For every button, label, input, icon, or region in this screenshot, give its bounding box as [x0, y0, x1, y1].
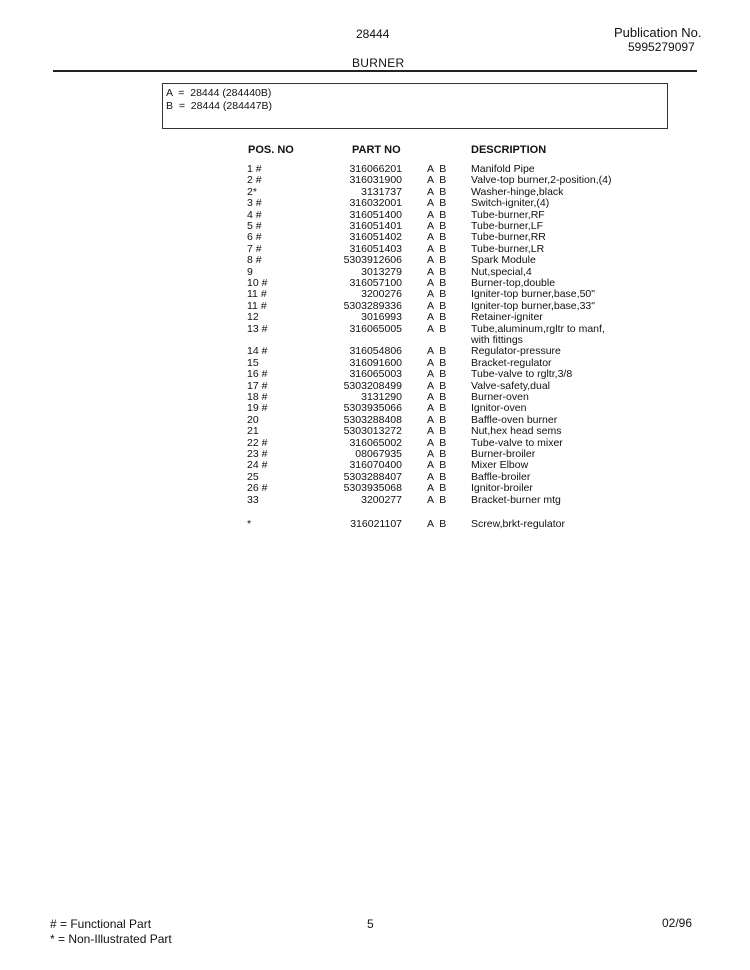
pos-cell: 6 # [247, 231, 262, 244]
pos-cell: 21 [247, 425, 259, 438]
part-number-cell: 316057100 [349, 277, 402, 289]
table-row [0, 369, 750, 380]
legend-functional-part: # = Functional Part [50, 917, 152, 931]
description-cell: Nut,special,4 [471, 265, 532, 278]
model-applicability-cell: A B [427, 220, 447, 232]
pos-cell: 11 # [247, 299, 267, 312]
description-cell: Manifold Pipe [471, 163, 535, 175]
description-cell: with fittings [471, 334, 523, 346]
description-cell: Valve-top burner,2-position,(4) [471, 174, 612, 187]
model-applicability-cell: A B [427, 288, 447, 301]
pos-cell: 17 # [247, 379, 268, 392]
part-number-cell: 5303935068 [343, 482, 402, 495]
model-applicability-cell: A B [427, 345, 447, 358]
description-cell: Ignitor-oven [471, 402, 527, 415]
part-number-cell: 316032001 [349, 197, 402, 210]
pos-cell: * [247, 518, 252, 530]
header-divider [53, 70, 697, 72]
description-cell: Bracket-regulator [471, 356, 552, 369]
model-applicability-cell: A B [427, 185, 447, 198]
table-row [0, 495, 750, 506]
description-cell: Screw,brkt-regulator [471, 518, 565, 530]
model-applicability-cell: A B [427, 368, 447, 381]
table-row [0, 324, 750, 335]
pos-cell: 10 # [247, 277, 268, 289]
model-applicability-cell: A B [427, 277, 447, 289]
model-applicability-cell: A B [427, 470, 447, 483]
pos-cell: 33 [247, 493, 259, 506]
pos-cell: 15 [247, 356, 259, 369]
description-cell: Tube,aluminum,rgltr to manf, [471, 322, 605, 335]
description-cell: Baffle-broiler [471, 470, 531, 483]
model-applicability-cell: A B [427, 265, 447, 278]
model-applicability-cell: A B [427, 242, 447, 255]
pos-cell: 13 # [247, 322, 268, 335]
part-number-cell: 3200277 [361, 493, 402, 506]
description-cell: Tube-burner,RR [471, 231, 546, 244]
description-cell: Burner-top,double [471, 277, 556, 289]
pos-cell: 20 [247, 413, 259, 426]
pos-cell: 5 # [247, 220, 262, 232]
legend-non-illustrated-part: * = Non-Illustrated Part [50, 932, 172, 946]
column-header-part: PART NO [352, 144, 401, 156]
part-number-cell: 316070400 [349, 459, 402, 472]
pos-cell: 2* [247, 185, 257, 198]
pos-cell: 7 # [247, 242, 262, 255]
part-number-cell: 5303289336 [343, 299, 402, 312]
pos-cell: 3 # [247, 197, 262, 210]
model-applicability-cell: A B [427, 174, 447, 187]
table-row [0, 255, 750, 266]
table-row [0, 312, 750, 323]
pos-cell: 4 # [247, 208, 262, 221]
part-number-cell: 3200276 [361, 288, 402, 301]
model-applicability-cell: A B [427, 493, 447, 506]
pos-cell: 22 # [247, 436, 268, 449]
description-cell: Burner-broiler [471, 448, 536, 460]
publication-label: Publication No. [614, 25, 702, 40]
pos-cell: 2 # [247, 174, 262, 187]
part-number-cell: 5303912606 [343, 254, 402, 267]
model-applicability-cell: A B [427, 163, 447, 175]
column-header-description: DESCRIPTION [471, 144, 547, 156]
model-applicability-cell: A B [427, 448, 447, 460]
model-legend-a: A = 28444 (284440B) [166, 87, 272, 99]
model-applicability-cell: A B [427, 482, 447, 495]
description-cell: Bracket-burner mtg [471, 493, 561, 506]
description-cell: Tube-valve to rgltr,3/8 [471, 368, 573, 381]
part-number-cell: 316051401 [349, 220, 402, 232]
table-row [0, 198, 750, 209]
column-header-pos: POS. NO [248, 144, 294, 156]
part-number-cell: 316065005 [349, 322, 402, 335]
part-number-cell: 316051400 [349, 208, 402, 221]
part-number-cell: 3016993 [361, 311, 402, 324]
part-number-cell: 316054806 [349, 345, 402, 358]
description-cell: Tube-burner,LF [471, 220, 543, 232]
table-row [0, 426, 750, 437]
pos-cell: 12 [247, 311, 259, 324]
description-cell: Baffle-oven burner [471, 413, 558, 426]
pos-cell: 19 # [247, 402, 268, 415]
description-cell: Igniter-top burner,base,50" [471, 288, 595, 301]
model-applicability-cell: A B [427, 518, 447, 530]
model-number: 28444 [356, 27, 390, 41]
model-applicability-cell: A B [427, 231, 447, 244]
table-row [0, 483, 750, 494]
revision-date: 02/96 [662, 916, 693, 930]
model-applicability-cell: A B [427, 254, 447, 267]
part-number-cell: 316031900 [349, 174, 402, 187]
part-number-cell: 5303013272 [343, 425, 402, 438]
part-number-cell: 5303208499 [343, 379, 402, 392]
part-number-cell: 316065003 [349, 368, 402, 381]
model-applicability-cell: A B [427, 356, 447, 369]
part-number-cell: 5303288408 [343, 413, 402, 426]
model-applicability-cell: A B [427, 413, 447, 426]
description-cell: Valve-safety,dual [471, 379, 550, 392]
description-cell: Switch-igniter,(4) [471, 197, 550, 210]
pos-cell: 26 # [247, 482, 268, 495]
description-cell: Tube-burner,RF [471, 208, 545, 221]
description-cell: Nut,hex head sems [471, 425, 562, 438]
description-cell: Mixer Elbow [471, 459, 529, 472]
part-number-cell: 316021107 [350, 518, 402, 530]
part-number-cell: 3131737 [361, 185, 402, 198]
pos-cell: 1 # [247, 163, 262, 175]
part-number-cell: 316066201 [349, 163, 402, 175]
pos-cell: 16 # [247, 368, 268, 381]
pos-cell: 14 # [247, 345, 268, 358]
part-number-cell: 316051403 [349, 242, 402, 255]
description-cell: Regulator-pressure [471, 345, 561, 358]
part-number-cell: 316091600 [349, 356, 402, 369]
model-applicability-cell: A B [427, 208, 447, 221]
description-cell: Retainer-igniter [471, 311, 543, 324]
model-applicability-cell: A B [427, 322, 447, 335]
pos-cell: 24 # [247, 459, 268, 472]
description-cell: Burner-oven [471, 391, 529, 403]
part-number-cell: 08067935 [355, 448, 402, 460]
page-number: 5 [367, 917, 374, 931]
part-number-cell: 316051402 [349, 231, 402, 244]
model-applicability-cell: A B [427, 425, 447, 438]
pos-cell: 23 # [247, 448, 268, 460]
pos-cell: 9 [247, 265, 253, 278]
model-applicability-cell: A B [427, 402, 447, 415]
description-cell: Igniter-top burner,base,33" [471, 299, 595, 312]
table-row [0, 519, 750, 530]
part-number-cell: 5303288407 [343, 470, 402, 483]
part-number-cell: 3131290 [361, 391, 402, 403]
model-legend-box [162, 83, 668, 129]
part-number-cell: 3013279 [361, 265, 402, 278]
model-applicability-cell: A B [427, 391, 447, 403]
description-cell: Tube-burner,LR [471, 242, 545, 255]
pos-cell: 8 # [247, 254, 262, 267]
pos-cell: 25 [247, 470, 259, 483]
pos-cell: 11 # [247, 288, 267, 301]
model-applicability-cell: A B [427, 436, 447, 449]
description-cell: Washer-hinge,black [471, 185, 564, 198]
model-applicability-cell: A B [427, 197, 447, 210]
section-title: BURNER [352, 56, 405, 70]
description-cell: Tube-valve to mixer [471, 436, 563, 449]
pos-cell: 18 # [247, 391, 268, 403]
description-cell: Ignitor-broiler [471, 482, 533, 495]
part-number-cell: 316065002 [349, 436, 402, 449]
publication-number: 5995279097 [628, 40, 695, 54]
part-number-cell: 5303935066 [343, 402, 402, 415]
description-cell: Spark Module [471, 254, 536, 267]
model-applicability-cell: A B [427, 459, 447, 472]
model-applicability-cell: A B [427, 299, 447, 312]
model-applicability-cell: A B [427, 379, 447, 392]
model-applicability-cell: A B [427, 311, 447, 324]
model-legend-b: B = 28444 (284447B) [166, 100, 272, 112]
